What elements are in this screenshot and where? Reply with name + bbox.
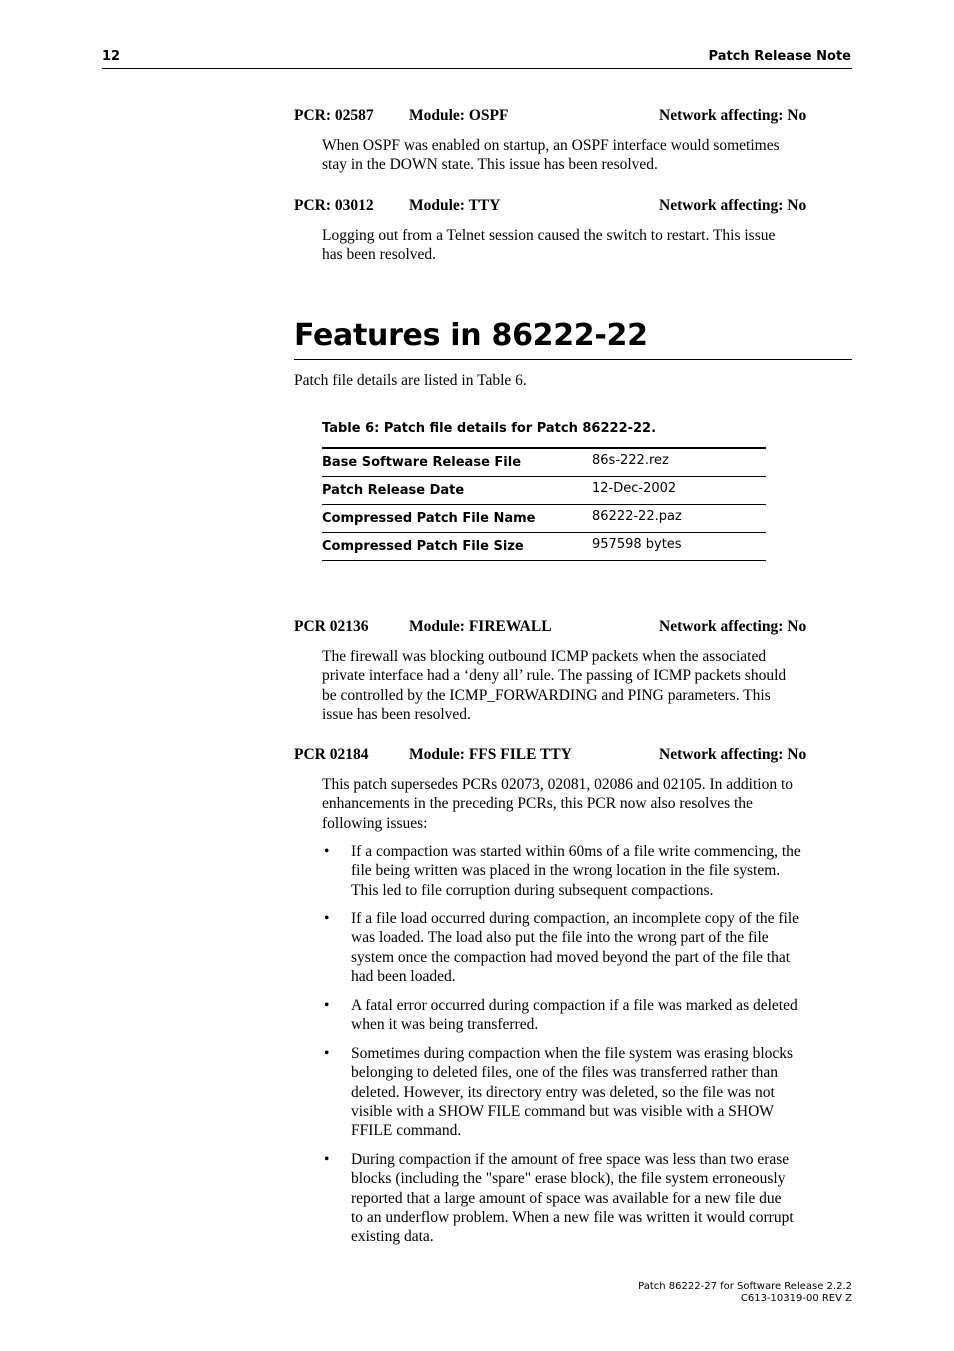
section-rule (294, 359, 852, 360)
patch-details-table (322, 447, 766, 561)
table-value: 12-Dec-2002 (592, 481, 677, 496)
text-line: reported that a large amount of space was available for a new file due (351, 1189, 782, 1207)
table-caption: Table 6: Patch file details for Patch 86222-22. (322, 421, 657, 436)
pcr-number: PCR 02136 (294, 618, 369, 635)
text-line: to an underflow problem. When a new file was written it would corrupt (351, 1208, 794, 1226)
table-value: 86s-222.rez (592, 453, 669, 468)
header-rule (102, 68, 852, 69)
running-header-title: Patch Release Note (708, 49, 851, 64)
text-line: This patch supersedes PCRs 02073, 02081, 02086 and 02105. In addition to (322, 776, 793, 793)
pcr-network-affecting: Network affecting: No (659, 197, 807, 214)
table-row (322, 505, 766, 533)
text-line: had been loaded. (351, 967, 456, 985)
text-line: visible with a SHOW FILE command but was visible with a SHOW (351, 1102, 774, 1120)
text-line: following issues: (322, 814, 428, 832)
text-line: FFILE command. (351, 1122, 462, 1140)
text-line: When OSPF was enabled on startup, an OSPF interface would sometimes (322, 137, 780, 154)
footer-doc-number: C613-10319-00 REV Z (740, 1293, 852, 1304)
pcr-number: PCR: 02587 (294, 107, 374, 124)
list-item-text (351, 909, 854, 986)
text-line: If a compaction was started within 60ms of a file write commencing, the (351, 843, 801, 860)
list-item-text (351, 996, 854, 1035)
table-label: Patch Release Date (322, 483, 465, 498)
table-value: 957598 bytes (592, 537, 682, 552)
pcr-heading (294, 197, 854, 217)
text-line: Sometimes during compaction when the file system was erasing blocks (351, 1045, 794, 1062)
text-line: was loaded. The load also put the file into the wrong part of the file (351, 929, 769, 947)
pcr-module: Module: FIREWALL (409, 618, 552, 635)
text-line: when it was being transferred. (351, 1016, 539, 1034)
bullet-glyph: • (324, 910, 330, 927)
list-item-text (351, 842, 854, 900)
list-item-text (351, 1044, 854, 1140)
text-line: existing data. (351, 1228, 434, 1246)
pcr-description (322, 136, 854, 175)
table-label: Compressed Patch File Name (322, 511, 536, 526)
text-line: If a file load occurred during compaction, an incomplete copy of the file (351, 910, 800, 927)
text-line: The firewall was blocking outbound ICMP packets when the associated (322, 648, 767, 665)
text-line: stay in the DOWN state. This issue has been resolved. (322, 156, 658, 174)
pcr-heading (294, 618, 854, 638)
list-item-text (351, 1150, 854, 1246)
bullet-glyph: • (324, 1151, 330, 1168)
text-line: has been resolved. (322, 246, 437, 264)
table-row (322, 477, 766, 505)
bullet-glyph: • (324, 843, 330, 860)
text-line: system once the compaction had moved beyond the part of the file that (351, 948, 791, 966)
bullet-glyph: • (324, 1045, 330, 1062)
text-line: blocks (including the "spare" erase block), the file system erroneously (351, 1170, 786, 1188)
text-line: issue has been resolved. (322, 705, 471, 723)
pcr-network-affecting: Network affecting: No (659, 746, 807, 763)
pcr-description (322, 775, 854, 833)
pcr-module: Module: FFS FILE TTY (409, 746, 572, 763)
page-number: 12 (102, 49, 121, 64)
pcr-module: Module: OSPF (409, 107, 509, 124)
section-intro: Patch file details are listed in Table 6. (294, 372, 527, 389)
pcr-heading (294, 107, 854, 127)
pcr-number: PCR 02184 (294, 746, 369, 763)
pcr-number: PCR: 03012 (294, 197, 374, 214)
text-line: Logging out from a Telnet session caused the switch to restart. This issue (322, 227, 776, 244)
pcr-network-affecting: Network affecting: No (659, 618, 807, 635)
pcr-description (322, 647, 854, 724)
bullet-glyph: • (324, 997, 330, 1014)
footer-patch-line: Patch 86222-27 for Software Release 2.2.2 (638, 1281, 852, 1292)
text-line: belonging to deleted files, one of the files was transferred rather than (351, 1064, 778, 1082)
text-line: be controlled by the ICMP_FORWARDING and PING parameters. This (322, 686, 771, 704)
table-row (322, 449, 766, 477)
section-title: Features in 86222-22 (294, 318, 648, 353)
text-line: deleted. However, its directory entry was deleted, so the file was not (351, 1083, 775, 1101)
pcr-description (322, 226, 854, 265)
table-label: Base Software Release File (322, 455, 522, 470)
pcr-heading (294, 746, 854, 766)
text-line: During compaction if the amount of free space was less than two erase (351, 1151, 790, 1168)
pcr-network-affecting: Network affecting: No (659, 107, 807, 124)
table-value: 86222-22.paz (592, 509, 682, 524)
table-row (322, 533, 766, 561)
text-line: This led to file corruption during subsequent compactions. (351, 881, 714, 899)
text-line: file being written was placed in the wrong location in the file system. (351, 862, 781, 880)
pcr-module: Module: TTY (409, 197, 501, 214)
text-line: A fatal error occurred during compaction if a file was marked as deleted (351, 997, 798, 1014)
text-line: private interface had a ‘deny all’ rule. The passing of ICMP packets should (322, 667, 787, 685)
table-label: Compressed Patch File Size (322, 539, 524, 554)
text-line: enhancements in the preceding PCRs, this PCR now also resolves the (322, 795, 753, 813)
